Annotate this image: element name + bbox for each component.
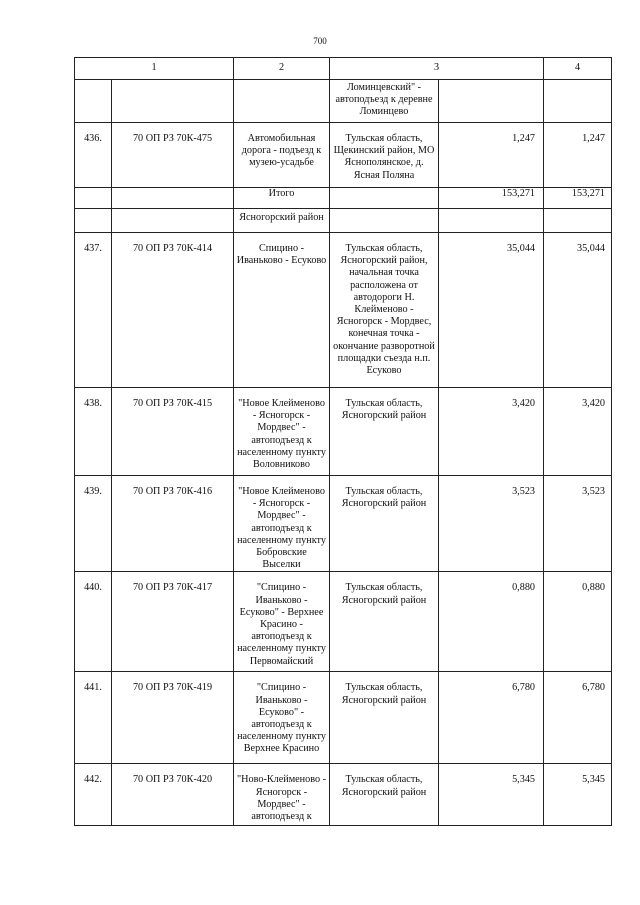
- row-location: Ломинцевский" - автоподъезд к деревне Ломинцево: [330, 80, 439, 123]
- row-number: 439.: [75, 476, 112, 572]
- road-name: "Новое Клейменово - Ясногорск - Мордвес" - автоподъезд к населенному пункту Бобровские Выселки: [234, 476, 330, 572]
- total-value: 153,271: [439, 188, 544, 209]
- table-row: [75, 388, 612, 476]
- road-code: 70 ОП РЗ 70К-414: [112, 233, 234, 388]
- page-number: 700: [313, 36, 327, 46]
- road-length: 3,523: [439, 476, 544, 572]
- total-value-col4: 153,271: [544, 188, 612, 209]
- road-location: Тульская область, Ясногорский район, начальная точка расположена от автодороги Н. Клейменово - Ясногорск - Мордвес, конечная точка - окончание разворотной площадки съезда н.п. Есуково: [330, 233, 439, 388]
- row-number: 437.: [75, 233, 112, 388]
- road-location: Тульская область, Ясногорский район: [330, 672, 439, 764]
- road-length-total: 5,345: [544, 764, 612, 826]
- road-length-total: 1,247: [544, 123, 612, 188]
- total-row: [75, 188, 612, 209]
- road-name: Автомобильная дорога - подъезд к музею-усадьбе: [234, 123, 330, 188]
- table-row: [75, 123, 612, 188]
- road-name: "Новое Клейменово - Ясногорск - Мордвес" - автоподъезд к населенному пункту Воловниково: [234, 388, 330, 476]
- row-number: 440.: [75, 572, 112, 672]
- row-number: 436.: [75, 123, 112, 188]
- road-location: Тульская область, Ясногорский район: [330, 476, 439, 572]
- road-name: "Спицино - Иваньково - Есуково" - автоподъезд к населенному пункту Верхнее Красино: [234, 672, 330, 764]
- row-number: 442.: [75, 764, 112, 826]
- road-location: Тульская область, Ясногорский район: [330, 764, 439, 826]
- road-length-total: 35,044: [544, 233, 612, 388]
- road-length: 0,880: [439, 572, 544, 672]
- district-row: [75, 209, 612, 233]
- road-name: "Ново-Клейменово - Ясногорск - Мордвес" - автоподъезд к: [234, 764, 330, 826]
- table-row: [75, 572, 612, 672]
- continuation-row: [75, 80, 612, 123]
- road-name: "Спицино - Иваньково - Есуково" - Верхнее Красино - автоподъезд к населенному пункту Первомайский: [234, 572, 330, 672]
- road-length-total: 3,420: [544, 388, 612, 476]
- road-code: 70 ОП РЗ 70К-475: [112, 123, 234, 188]
- road-location: Тульская область, Ясногорский район: [330, 388, 439, 476]
- road-length: 1,247: [439, 123, 544, 188]
- table-row: [75, 233, 612, 388]
- road-length: 5,345: [439, 764, 544, 826]
- road-length: 35,044: [439, 233, 544, 388]
- table-row: [75, 476, 612, 572]
- road-length-total: 3,523: [544, 476, 612, 572]
- header-col-2: 2: [234, 58, 330, 80]
- table-row: [75, 672, 612, 764]
- road-code: 70 ОП РЗ 70К-419: [112, 672, 234, 764]
- table-header-row: [75, 58, 612, 80]
- road-code: 70 ОП РЗ 70К-416: [112, 476, 234, 572]
- road-name: Спицино - Иваньково - Есуково: [234, 233, 330, 388]
- road-code: 70 ОП РЗ 70К-415: [112, 388, 234, 476]
- header-col-4: 4: [544, 58, 612, 80]
- road-length-total: 0,880: [544, 572, 612, 672]
- table-row: [75, 764, 612, 826]
- district-label: Ясногорский район: [234, 209, 330, 233]
- header-col-1: 1: [75, 58, 234, 80]
- row-number: 441.: [75, 672, 112, 764]
- road-length: 6,780: [439, 672, 544, 764]
- road-code: 70 ОП РЗ 70К-420: [112, 764, 234, 826]
- road-code: 70 ОП РЗ 70К-417: [112, 572, 234, 672]
- roads-register-table: [74, 57, 612, 826]
- road-length-total: 6,780: [544, 672, 612, 764]
- header-col-3: 3: [330, 58, 544, 80]
- road-location: Тульская область, Ясногорский район: [330, 572, 439, 672]
- road-location: Тульская область, Щекинский район, МО Яснополянское, д. Ясная Поляна: [330, 123, 439, 188]
- road-length: 3,420: [439, 388, 544, 476]
- total-label: Итого: [234, 188, 330, 209]
- row-number: 438.: [75, 388, 112, 476]
